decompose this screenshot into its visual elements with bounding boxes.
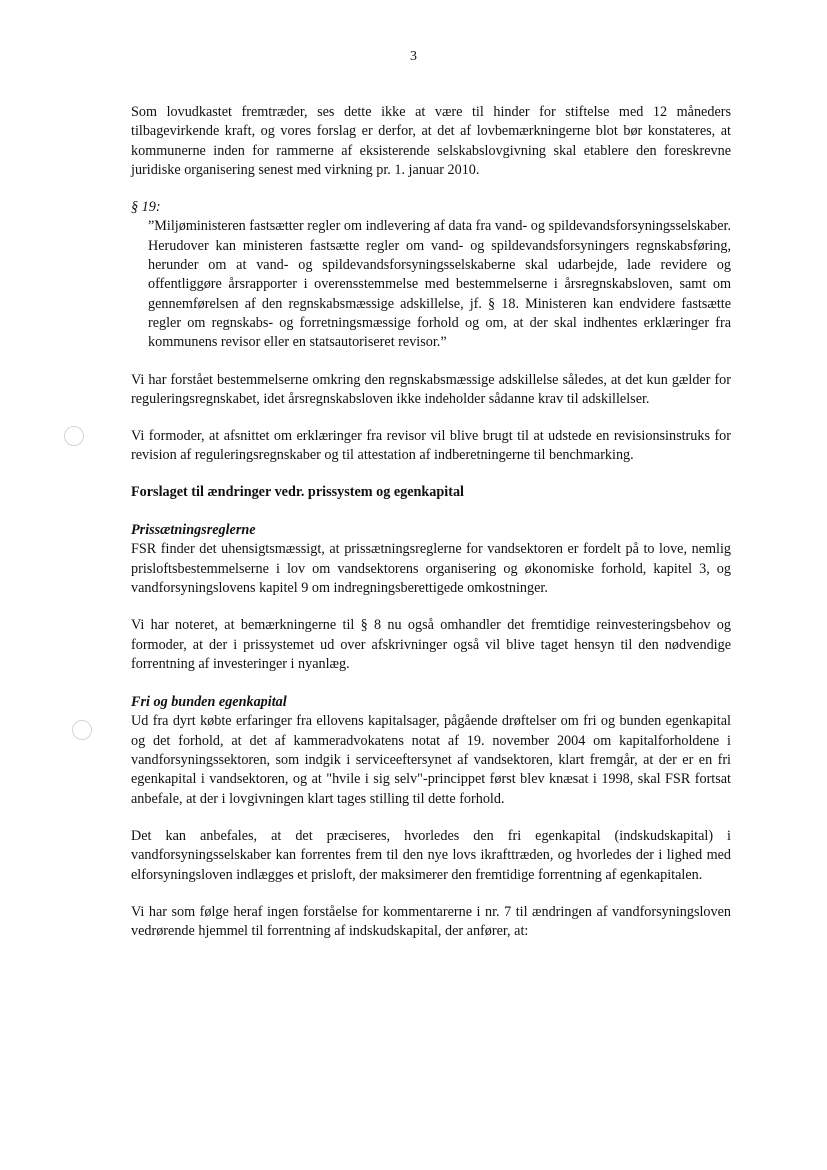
page-number: 3	[410, 49, 417, 64]
paragraph: Det kan anbefales, at det præciseres, hvorledes den fri egenkapital (indskudskapital) i vandforsyningsselskaber kan forrentes frem til den nye lovs ikrafttræden, og hvorledes der i lighed med elforsyningsloven indlægges et prisloft, der maksimerer den fremtidige forrentning af egenkapitalen.	[131, 827, 731, 883]
subsection-heading: Prissætningsreglerne	[131, 522, 256, 539]
paragraph: Ud fra dyrt købte erfaringer fra ellovens kapitalsager, pågående drøftelser om fri og bunden egenkapital og det forhold, at det af kammeradvokatens notat af 19. november 2004 om kapitalforholdene i vandforsyningssektoren, som indgik i serviceeftersynet af vandsektoren, klart fremgår, at der er en fri egenkapital i vandsektoren, og at "hvile i sig selv"-princippet først blev knæsat i 1998, skal FSR fortsat anbefale, at der i lovgivningen klart tages stilling til dette forhold.	[131, 713, 731, 807]
punch-hole-mark	[64, 426, 84, 446]
quoted-provision: ”Miljøministeren fastsætter regler om indlevering af data fra vand- og spildevandsforsyningsselskaber. Herudover kan ministeren fastsætte regler om vand- og spildevandsforsyningers regnskabsføring, herunder om at vand- og spildevandsforsyningsselskaberne skal udarbejde, lade revidere og offentliggøre årsrapporter i overensstemmelse med bestemmelserne i årsregnskabsloven, samt om gennemførelsen af den regnskabsmæssige adskillelse, jf. § 18. Ministeren kan endvidere fastsætte regler om regnskabs- og forretningsmæssige forhold og om, at der skal indhentes erklæringer fra kommunens revisor eller en statsautoriseret revisor.”	[148, 218, 731, 351]
section-reference: § 19:	[131, 199, 161, 216]
section-heading: Forslaget til ændringer vedr. prissystem og egenkapital	[131, 483, 464, 500]
punch-hole-mark	[72, 720, 92, 740]
subsection-heading: Fri og bunden egenkapital	[131, 694, 287, 711]
document-body	[131, 103, 731, 941]
paragraph: Vi har som følge heraf ingen forståelse for kommentarerne i nr. 7 til ændringen af vandforsyningsloven vedrørende hjemmel til forrentning af indskudskapital, der anfører, at:	[131, 903, 731, 940]
paragraph: Vi har forstået bestemmelserne omkring den regnskabsmæssige adskillelse således, at det kun gælder for reguleringsregnskabet, idet årsregnskabsloven ikke indeholder sådanne krav til adskillelser.	[131, 371, 731, 407]
paragraph: Vi har noteret, at bemærkningerne til § 8 nu også omhandler det fremtidige reinvesteringsbehov og formoder, at der i prissystemet ud over afskrivninger også vil blive taget hensyn til den nødvendige forrentning af investeringer i nyanlæg.	[131, 617, 731, 672]
paragraph: FSR finder det uhensigtsmæssigt, at prissætningsreglerne for vandsektoren er fordelt på to love, nemlig prisloftsbestemmelserne i lov om vandsektorens organisering og økonomiske forhold, kapitel 3, og vandforsyningslovens kapitel 9 om indregningsberettigede omkostninger.	[131, 541, 731, 596]
paragraph: Vi formoder, at afsnittet om erklæringer fra revisor vil blive brugt til at udstede en revisionsinstruks for revision af reguleringsregnskaber og til attestation af indberetningerne til benchmarking.	[131, 428, 731, 464]
paragraph: Som lovudkastet fremtræder, ses dette ikke at være til hinder for stiftelse med 12 måneders tilbagevirkende kraft, og vores forslag er derfor, at det af lovbemærkningerne blot bør konstateres, at kommunerne inden for rammerne af eksisterende selskabslovgivning skal etablere den foreskrevne juridiske organisering senest med virkning pr. 1. januar 2010.	[131, 104, 731, 178]
